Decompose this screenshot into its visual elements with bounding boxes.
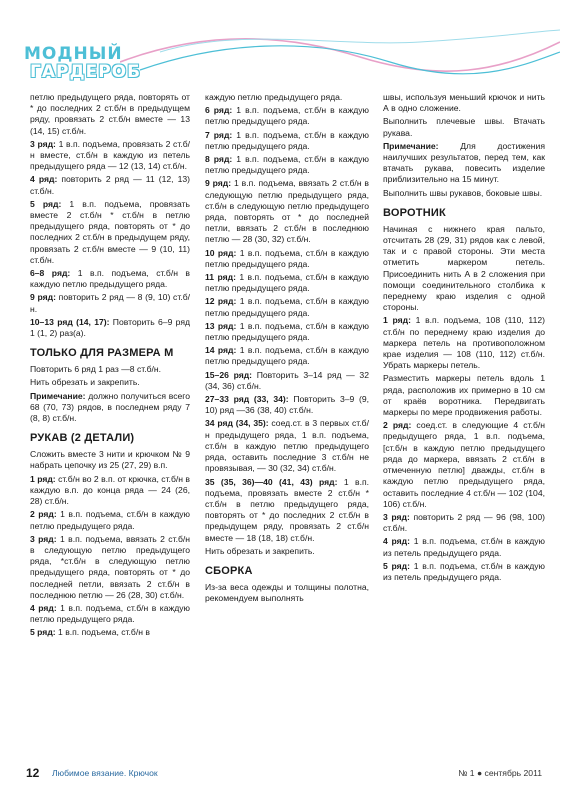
paragraph: 8 ряд: 1 в.п. подъема, ст.б/н в каждую петлю предыдущего ряда.	[205, 154, 370, 176]
page-header	[0, 0, 572, 90]
magazine-title: Любимое вязание. Крючок	[52, 768, 158, 778]
paragraph: 3 ряд: 1 в.п. подъема, ввязать 2 ст.б/н в следующую петлю предыдущего ряда, *ст.б/н в следующую петлю предыдущего ряда, повторять от * до последней петли, ввязать 2 ст.б/н в последнюю петлю — 26 (28, 30) ст.б/н.	[30, 533, 191, 600]
paragraph: Начиная с нижнего края пальто, отсчитать 28 (29, 31) рядов как с левой, так и с правой стороны. Эти места отметить маркером петель. Присоединить нить А в 2 сложения при помощи соединительного столбика к переднему краю изделия с одной стороны.	[383, 223, 545, 313]
paragraph: Нить обрезать и закрепить.	[205, 545, 315, 556]
paragraph: 15–26 ряд: Повторить 3–14 ряд — 32 (34, 36) ст.б/н.	[205, 369, 369, 391]
paragraph: Из-за веса одежды и толщины полотна, рекомендуем выполнять	[205, 581, 369, 604]
paragraph: 4 ряд: повторить 2 ряд — 11 (12, 13) ст.б/н.	[30, 174, 190, 196]
logo-line2: ГАРДЕРОБ	[30, 62, 142, 82]
paragraph: Разместить маркеры петель вдоль 1 ряда, расположив их примерно в 10 см от краёв воротника. Передвигать маркеры по мере продвижения работы.	[383, 373, 545, 418]
paragraph: 13 ряд: 1 в.п. подъема, ст.б/н в каждую петлю предыдущего ряда.	[205, 320, 369, 343]
paragraph: 4 ряд: 1 в.п. подъема, ст.б/н в каждую петлю предыдущего ряда.	[30, 602, 190, 625]
paragraph: Выполнить плечевые швы. Втачать рукава.	[383, 116, 545, 138]
paragraph: 2 ряд: соед.ст. в следующие 4 ст.б/н предыдущего ряда, 1 в.п. подъема, [ст.б/н в каждую петлю предыдущего ряда до маркера, ввязать 2 ст.б/н в отмеченную петлю] дважды, ст.б/н в каждую петлю предыдущего ряда, оставить последние 4 ст.б/н — 102 (104, 106) ст.б/н.	[383, 420, 545, 509]
paragraph: 10–13 ряд (14, 17): Повторить 6–9 ряд 1 (1, 2) раз(а).	[30, 316, 190, 339]
paragraph: 7 ряд: 1 в.п. подъема, ст.б/н в каждую петлю предыдущего ряда.	[205, 129, 370, 151]
paragraph: петлю предыдущего ряда, повторять от * до последних 2 ст.б/н в предыдущем ряду, провязать 2 ст.б/н вместе — 13 (14, 15) ст.б/н.	[30, 92, 190, 136]
paragraph: 1 ряд: 1 в.п. подъема, 108 (110, 112) ст.б/н по переднему краю изделия до маркера петель на противоположном крае изделия — 108 (110, 112) ст.б/н. Убрать маркеры петель.	[383, 315, 545, 371]
paragraph: 5 ряд: 1 в.п. подъема, ст.б/н в каждую из петель предыдущего ряда.	[383, 560, 545, 582]
paragraph: 14 ряд: 1 в.п. подъема, ст.б/н в каждую петлю предыдущего ряда.	[205, 345, 369, 367]
paragraph: 27–33 ряд (33, 34): Повторить 3–9 (9, 10) ряд —36 (38, 40) ст.б/н.	[205, 394, 369, 416]
paragraph: 4 ряд: 1 в.п. подъема, ст.б/н в каждую из петель предыдущего ряда.	[383, 536, 545, 558]
paragraph: каждую петлю предыдущего ряда.	[205, 92, 343, 102]
paragraph: 9 ряд: повторить 2 ряд — 8 (9, 10) ст.б/н.	[30, 292, 191, 314]
paragraph: 9 ряд: 1 в.п. подъема, ввязать 2 ст.б/н в следующую петлю предыдущего ряда, ст.б/н в следующую петлю предыдущего ряда, повторять от * до последней петли, ввязать 2 ст.б/н в последнюю петлю — 28 (30, 32) ст.б/н.	[205, 178, 369, 245]
issue-info: № 1 ● сентябрь 2011	[458, 768, 542, 778]
paragraph: Сложить вместе 3 нити и крючком № 9 набрать цепочку из 25 (27, 29) в.п.	[30, 449, 190, 471]
paragraph: 2 ряд: 1 в.п. подъема, ст.б/н в каждую петлю предыдущего ряда.	[30, 509, 190, 531]
paragraph: 5 ряд: 1 в.п. подъема, ст.б/н в	[30, 627, 150, 638]
section-heading-sleeve: РУКАВ (2 ДЕТАЛИ)	[30, 432, 135, 445]
paragraph: 35 (35, 36)—40 (41, 43) ряд: 1 в.п. подъема, провязать вместе 2 ст.б/н * ст.б/н в петлю предыдущего ряда, повторять от * до последних 2 ст.б/н в предыдущем ряду, провязать 2 ст.б/н вместе — 18 (18, 18) ст.б/н.	[205, 476, 369, 543]
paragraph: 12 ряд: 1 в.п. подъема, ст.б/н в каждую петлю предыдущего ряда.	[205, 296, 369, 318]
paragraph: 10 ряд: 1 в.п. подъема, ст.б/н в каждую петлю предыдущего ряда.	[205, 247, 369, 269]
decorative-swirl	[120, 22, 560, 82]
text-column-1	[30, 92, 190, 641]
paragraph: Примечание: Для достижения наилучших результатов, перед тем, как втачать рукава, повесить изделие приблизительно на 15 минут.	[383, 140, 545, 185]
paragraph: швы, используя меньший крючок и нить А в одно сложение.	[383, 92, 545, 114]
paragraph: Примечание: должно получиться всего 68 (70, 73) рядов, в последнем ряду 7 (8, 8) ст.б/н.	[30, 390, 190, 424]
paragraph: Нить обрезать и закрепить.	[30, 377, 140, 388]
section-heading-size-m: ТОЛЬКО ДЛЯ РАЗМЕРА М	[30, 347, 174, 360]
page-number: 12	[26, 766, 40, 780]
paragraph: 11 ряд: 1 в.п. подъема, ст.б/н в каждую петлю предыдущего ряда.	[205, 272, 369, 294]
paragraph: 3 ряд: повторить 2 ряд — 96 (98, 100) ст.б/н.	[383, 511, 545, 534]
paragraph: 6–8 ряд: 1 в.п. подъема, ст.б/н в каждую петлю предыдущего ряда.	[30, 268, 190, 290]
paragraph: 6 ряд: 1 в.п. подъема, ст.б/н в каждую петлю предыдущего ряда.	[205, 105, 370, 127]
text-column-3	[383, 92, 545, 585]
paragraph: 5 ряд: 1 в.п. подъема, провязать вместе 2 ст.б/н * ст.б/н в петлю предыдущего ряда, повторять от * до последних 2 ст.б/н в предыдущем ряду, провязать 2 ст.б/н вместе — 9 (10, 11) ст.б/н.	[30, 198, 190, 265]
paragraph: 3 ряд: 1 в.п. подъема, провязать 2 ст.б/н вместе, ст.б/н в каждую из петель предыдущего ряда — 12 (13, 14) ст.б/н.	[30, 138, 190, 172]
page-footer	[0, 766, 572, 786]
logo-line1: МОДНЫЙ	[24, 44, 123, 64]
text-column-2	[205, 92, 369, 606]
section-heading-collar: ВОРОТНИК	[383, 206, 446, 219]
section-heading-assembly: СБОРКА	[205, 564, 253, 577]
paragraph: Повторить 6 ряд 1 раз —8 ст.б/н.	[30, 364, 162, 375]
paragraph: 34 ряд (34, 35): соед.ст. в 3 первых ст.б/н предыдущего ряда, 1 в.п. подъема, ст.б/н в каждую петлю предыдущего ряда, оставить последние 3 ст.б/н не провязывая, — 30 (32, 34) ст.б/н.	[205, 418, 369, 474]
paragraph: Выполнить швы рукавов, боковые швы.	[383, 187, 543, 198]
paragraph: 1 ряд: ст.б/н во 2 в.п. от крючка, ст.б/н в каждую в.п. до конца ряда — 24 (26, 28) ст.б/н.	[30, 473, 190, 507]
